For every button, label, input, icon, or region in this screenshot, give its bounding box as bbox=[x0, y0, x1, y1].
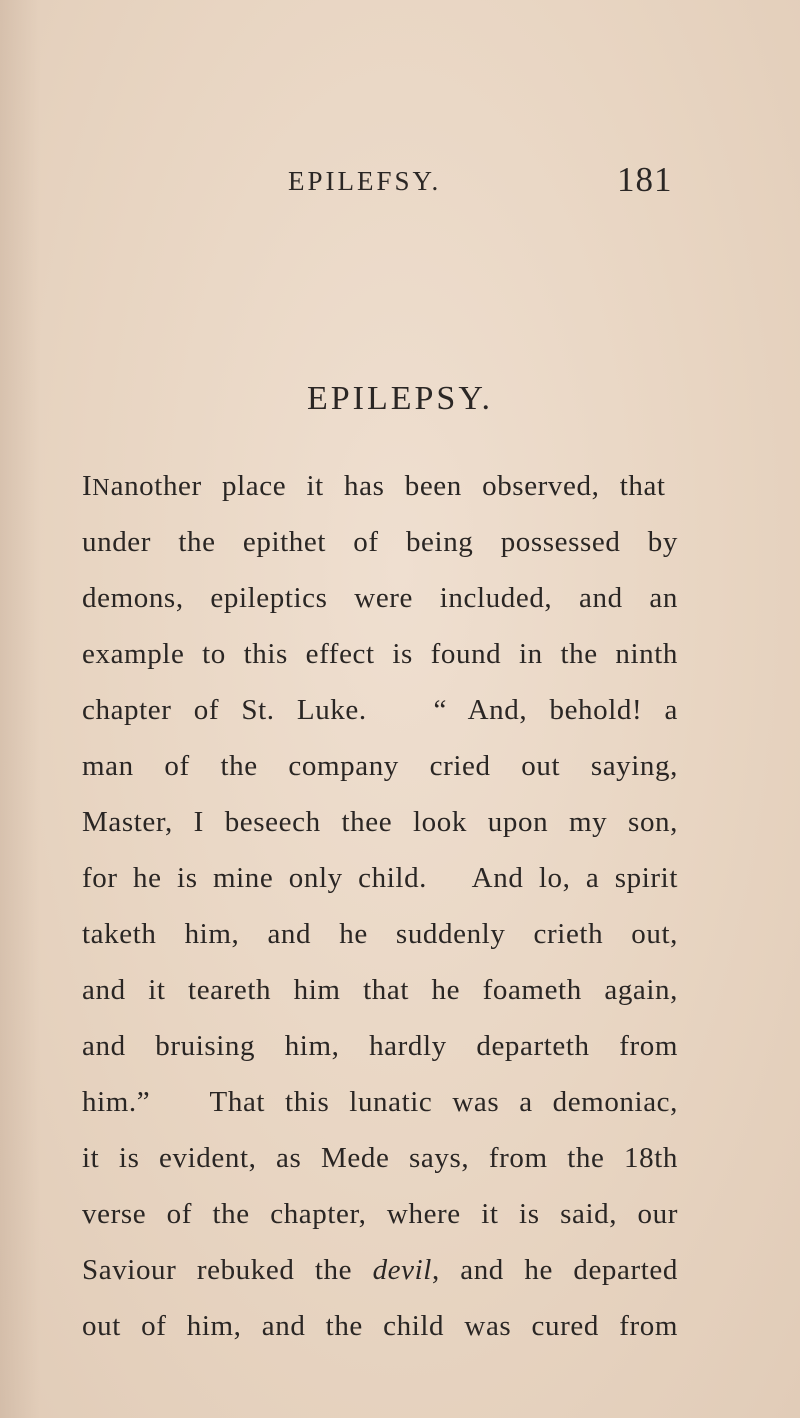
text-line-7 bbox=[82, 794, 678, 850]
text-line-9 bbox=[82, 906, 678, 962]
text-line-6 bbox=[82, 738, 678, 794]
line-3-text: demons, epileptics were included, and an bbox=[82, 582, 678, 614]
text-line-5 bbox=[82, 682, 678, 738]
line-12-text: him.” That this lunatic was a demoniac, bbox=[82, 1086, 678, 1118]
text-line-10 bbox=[82, 962, 678, 1018]
line-1-rest: another place it has been observed, that bbox=[110, 470, 666, 502]
line-8-text: for he is mine only child. And lo, a spirit bbox=[82, 862, 678, 894]
small-caps-letter: N bbox=[92, 475, 111, 501]
running-title: EPILEFSY. bbox=[288, 166, 442, 196]
line-15-text bbox=[82, 1242, 678, 1298]
page-number: 181 bbox=[617, 160, 673, 199]
line-11-text: and bruising him, hardly departeth from bbox=[82, 1030, 678, 1062]
text-line-14 bbox=[82, 1186, 678, 1242]
text-line-16 bbox=[82, 1298, 678, 1354]
text-line-13 bbox=[82, 1130, 678, 1186]
text-line-11 bbox=[82, 1018, 678, 1074]
line-9-text: taketh him, and he suddenly crieth out, bbox=[82, 918, 678, 950]
text-line-8 bbox=[82, 850, 678, 906]
line-15-before: Saviour rebuked the bbox=[82, 1254, 373, 1286]
line-16-text: out of him, and the child was cured from bbox=[82, 1310, 678, 1342]
line-5-text: chapter of St. Luke. “ And, behold! a bbox=[82, 694, 678, 726]
text-line-2 bbox=[82, 514, 678, 570]
text-line-3 bbox=[82, 570, 678, 626]
line-10-text: and it teareth him that he foameth again, bbox=[82, 974, 678, 1006]
line-15-after: , and he departed bbox=[431, 1254, 678, 1286]
running-head bbox=[0, 160, 800, 210]
line-6-text: man of the company cried out saying, bbox=[82, 750, 678, 782]
section-heading: EPILEPSY. bbox=[306, 380, 494, 417]
line-13-text: it is evident, as Mede says, from the 18th bbox=[82, 1142, 678, 1174]
line-7-text: Master, I beseech thee look upon my son, bbox=[82, 806, 678, 838]
text-line-1 bbox=[82, 458, 678, 514]
text-line-12 bbox=[82, 1074, 678, 1130]
line-2-text: under the epithet of being possessed by bbox=[82, 526, 678, 558]
line-1-text bbox=[82, 458, 666, 514]
body-text bbox=[82, 458, 678, 1354]
text-line-15 bbox=[82, 1242, 678, 1298]
initial-capital: I bbox=[82, 470, 93, 502]
line-4-text: example to this effect is found in the ninth bbox=[82, 638, 678, 670]
italic-word-devil: devil bbox=[372, 1254, 432, 1286]
line-14-text: verse of the chapter, where it is said, our bbox=[82, 1198, 678, 1230]
text-line-4 bbox=[82, 626, 678, 682]
